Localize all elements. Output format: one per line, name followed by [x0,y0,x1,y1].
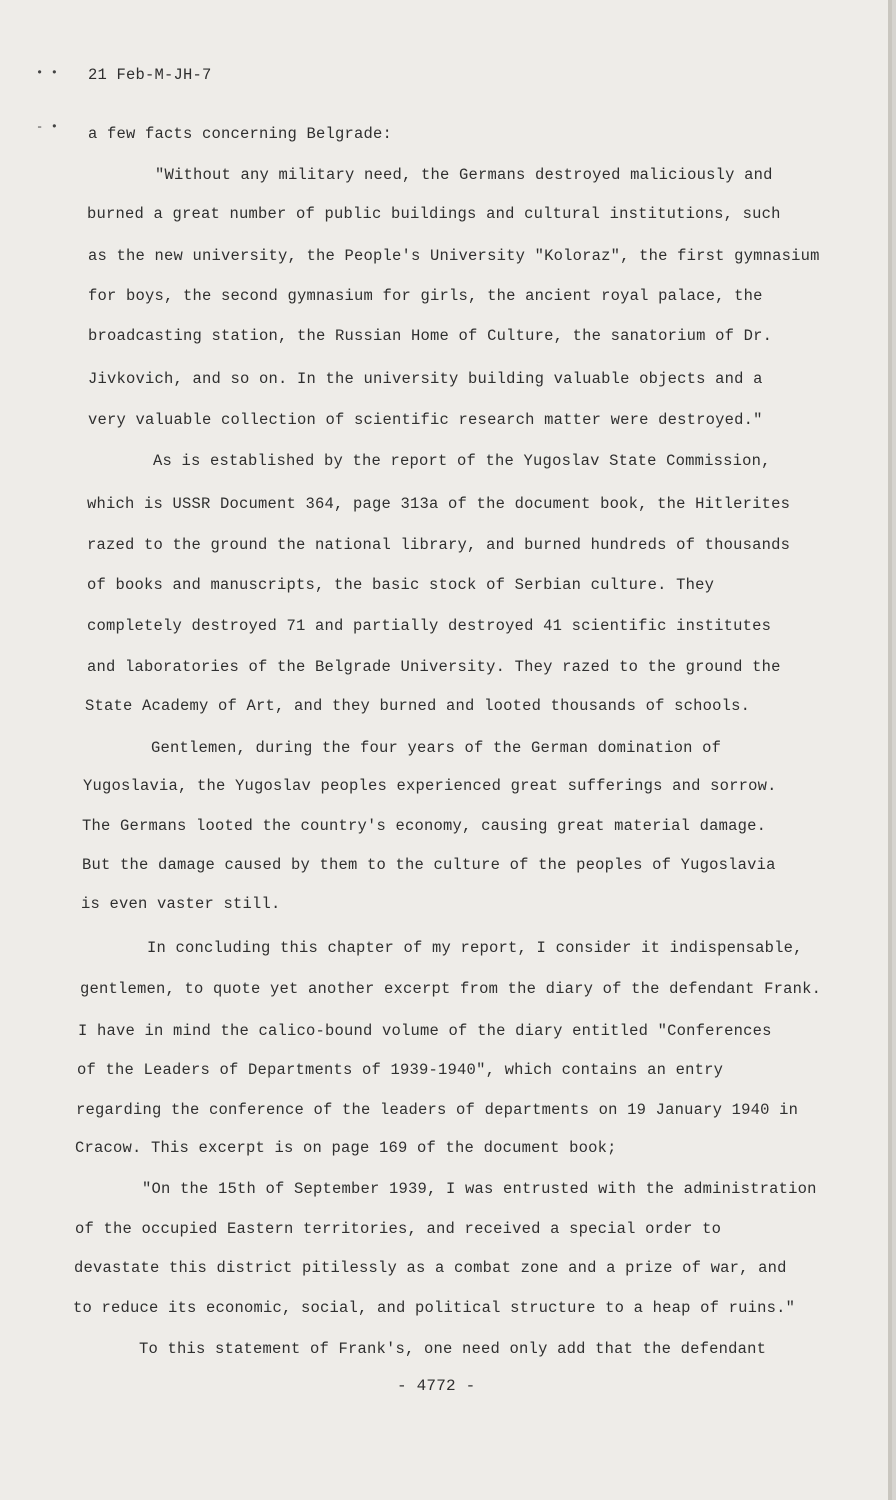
page-number: - 4772 - [397,1377,476,1395]
document-reference: 21 Feb-M-JH-7 [88,66,212,84]
text-line: very valuable collection of scientific research matter were destroyed." [88,411,763,429]
text-line: I have in mind the calico-bound volume of the diary entitled "Conferences [78,1022,772,1040]
text-line: burned a great number of public buildings and cultural institutions, such [87,205,781,223]
text-line: Jivkovich, and so on. In the university building valuable objects and a [88,370,763,388]
text-line: The Germans looted the country's economy, causing great material damage. [82,817,767,835]
text-line: razed to the ground the national library, and burned hundreds of thousands [87,536,791,554]
text-line: As is established by the report of the Yugoslav State Commission, [153,452,771,470]
text-line: Yugoslavia, the Yugoslav peoples experienced great sufferings and sorrow. [83,777,777,795]
text-line: But the damage caused by them to the culture of the peoples of Yugoslavia [82,856,776,874]
text-line: devastate this district pitilessly as a combat zone and a prize of war, and [74,1259,787,1277]
text-line: broadcasting station, the Russian Home of Culture, the sanatorium of Dr. [88,327,773,345]
text-line: is even vaster still. [81,895,281,913]
text-line: Gentlemen, during the four years of the German domination of [151,739,722,757]
text-line: completely destroyed 71 and partially destroyed 41 scientific institutes [87,617,772,635]
text-line: gentlemen, to quote yet another excerpt from the diary of the defendant Frank. [80,980,822,998]
text-line: to reduce its economic, social, and political structure to a heap of ruins." [73,1299,796,1317]
text-line: of books and manuscripts, the basic stock of Serbian culture. They [87,576,715,594]
text-line: of the occupied Eastern territories, and received a special order to [75,1220,722,1238]
text-line: for boys, the second gymnasium for girls, the ancient royal palace, the [88,287,763,305]
text-line: regarding the conference of the leaders of departments on 19 January 1940 in [76,1101,799,1119]
text-line: "On the 15th of September 1939, I was entrusted with the administration [142,1180,817,1198]
text-line: a few facts concerning Belgrade: [88,125,393,143]
margin-mark: • • [36,66,59,80]
text-line: In concluding this chapter of my report, I consider it indispensable, [147,939,803,957]
text-line: "Without any military need, the Germans destroyed maliciously and [155,166,773,184]
text-line: To this statement of Frank's, one need only add that the defendant [139,1340,767,1358]
text-line: as the new university, the People's University "Koloraz", the first gymnasium [88,247,820,265]
text-line: and laboratories of the Belgrade University. They razed to the ground the [87,658,781,676]
text-line: Cracow. This excerpt is on page 169 of the document book; [75,1139,617,1157]
text-line: which is USSR Document 364, page 313a of the document book, the Hitlerites [87,495,791,513]
text-line: State Academy of Art, and they burned and looted thousands of schools. [85,697,751,715]
text-line: of the Leaders of Departments of 1939-1940", which contains an entry [77,1061,724,1079]
margin-mark: - • [36,120,59,134]
